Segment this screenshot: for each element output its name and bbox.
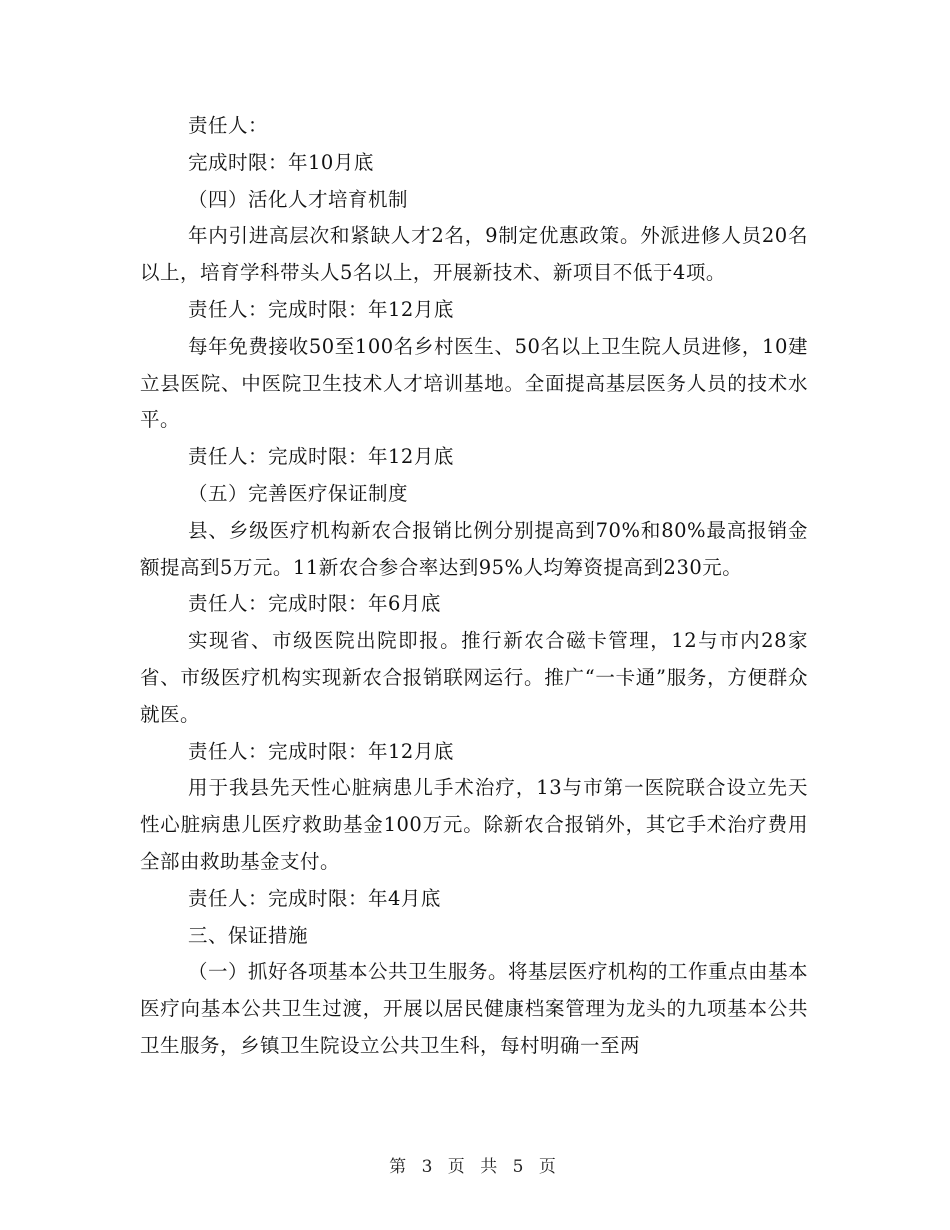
section-heading-5: （五）完善医疗保证制度 bbox=[188, 481, 409, 505]
paragraph-4: 责任人：完成时限：年12月底 bbox=[188, 297, 454, 321]
paragraph-10: 责任人：完成时限：年12月底 bbox=[188, 739, 454, 763]
paragraph-6: 责任人：完成时限：年12月底 bbox=[188, 445, 454, 469]
paragraph-8: 责任人：完成时限：年6月底 bbox=[188, 592, 441, 616]
paragraph-11: 用于我县先天性心脏病患儿手术治疗，13与市第一医院联合设立先天性心脏病患儿医疗救助基金100万元。除新农合报销外，其它手术治疗费用全部由救助基金支付。 bbox=[140, 776, 808, 873]
paragraph-7: 县、乡级医疗机构新农合报销比例分别提高到70%和80%最高报销金额提高到5万元。11新农合参合率达到95%人均筹资提高到230元。 bbox=[140, 518, 808, 579]
paragraph-5: 每年免费接收50至100名乡村医生、50名以上卫生院人员进修，10建立县医院、中医院卫生技术人才培训基地。全面提高基层医务人员的技术水平。 bbox=[140, 334, 808, 432]
paragraph-9: 实现省、市级医院出院即报。推行新农合磁卡管理，12与市内28家省、市级医疗机构实现新农合报销联网运行。推广“一卡通”服务，方便群众就医。 bbox=[140, 629, 808, 726]
paragraph-12: 责任人：完成时限：年4月底 bbox=[188, 886, 441, 910]
page-footer: 第 3 页 共 5 页 bbox=[389, 1157, 561, 1177]
section-heading-3: 三、保证措施 bbox=[188, 923, 309, 947]
document-body bbox=[140, 108, 808, 1065]
paragraph-13: （一）抓好各项基本公共卫生服务。将基层医疗机构的工作重点由基本医疗向基本公共卫生过渡，开展以居民健康档案管理为龙头的九项基本公共卫生服务，乡镇卫生院设立公共卫生科，每村明确一至两 bbox=[140, 960, 809, 1057]
paragraph-2: 完成时限：年10月底 bbox=[188, 150, 374, 174]
paragraph-3: 年内引进高层次和紧缺人才2名，9制定优惠政策。外派进修人员20名以上，培育学科带头人5名以上，开展新技术、新项目不低于4项。 bbox=[140, 224, 808, 285]
paragraph-1: 责任人： bbox=[188, 114, 269, 137]
section-heading-4: （四）活化人才培育机制 bbox=[188, 187, 409, 211]
